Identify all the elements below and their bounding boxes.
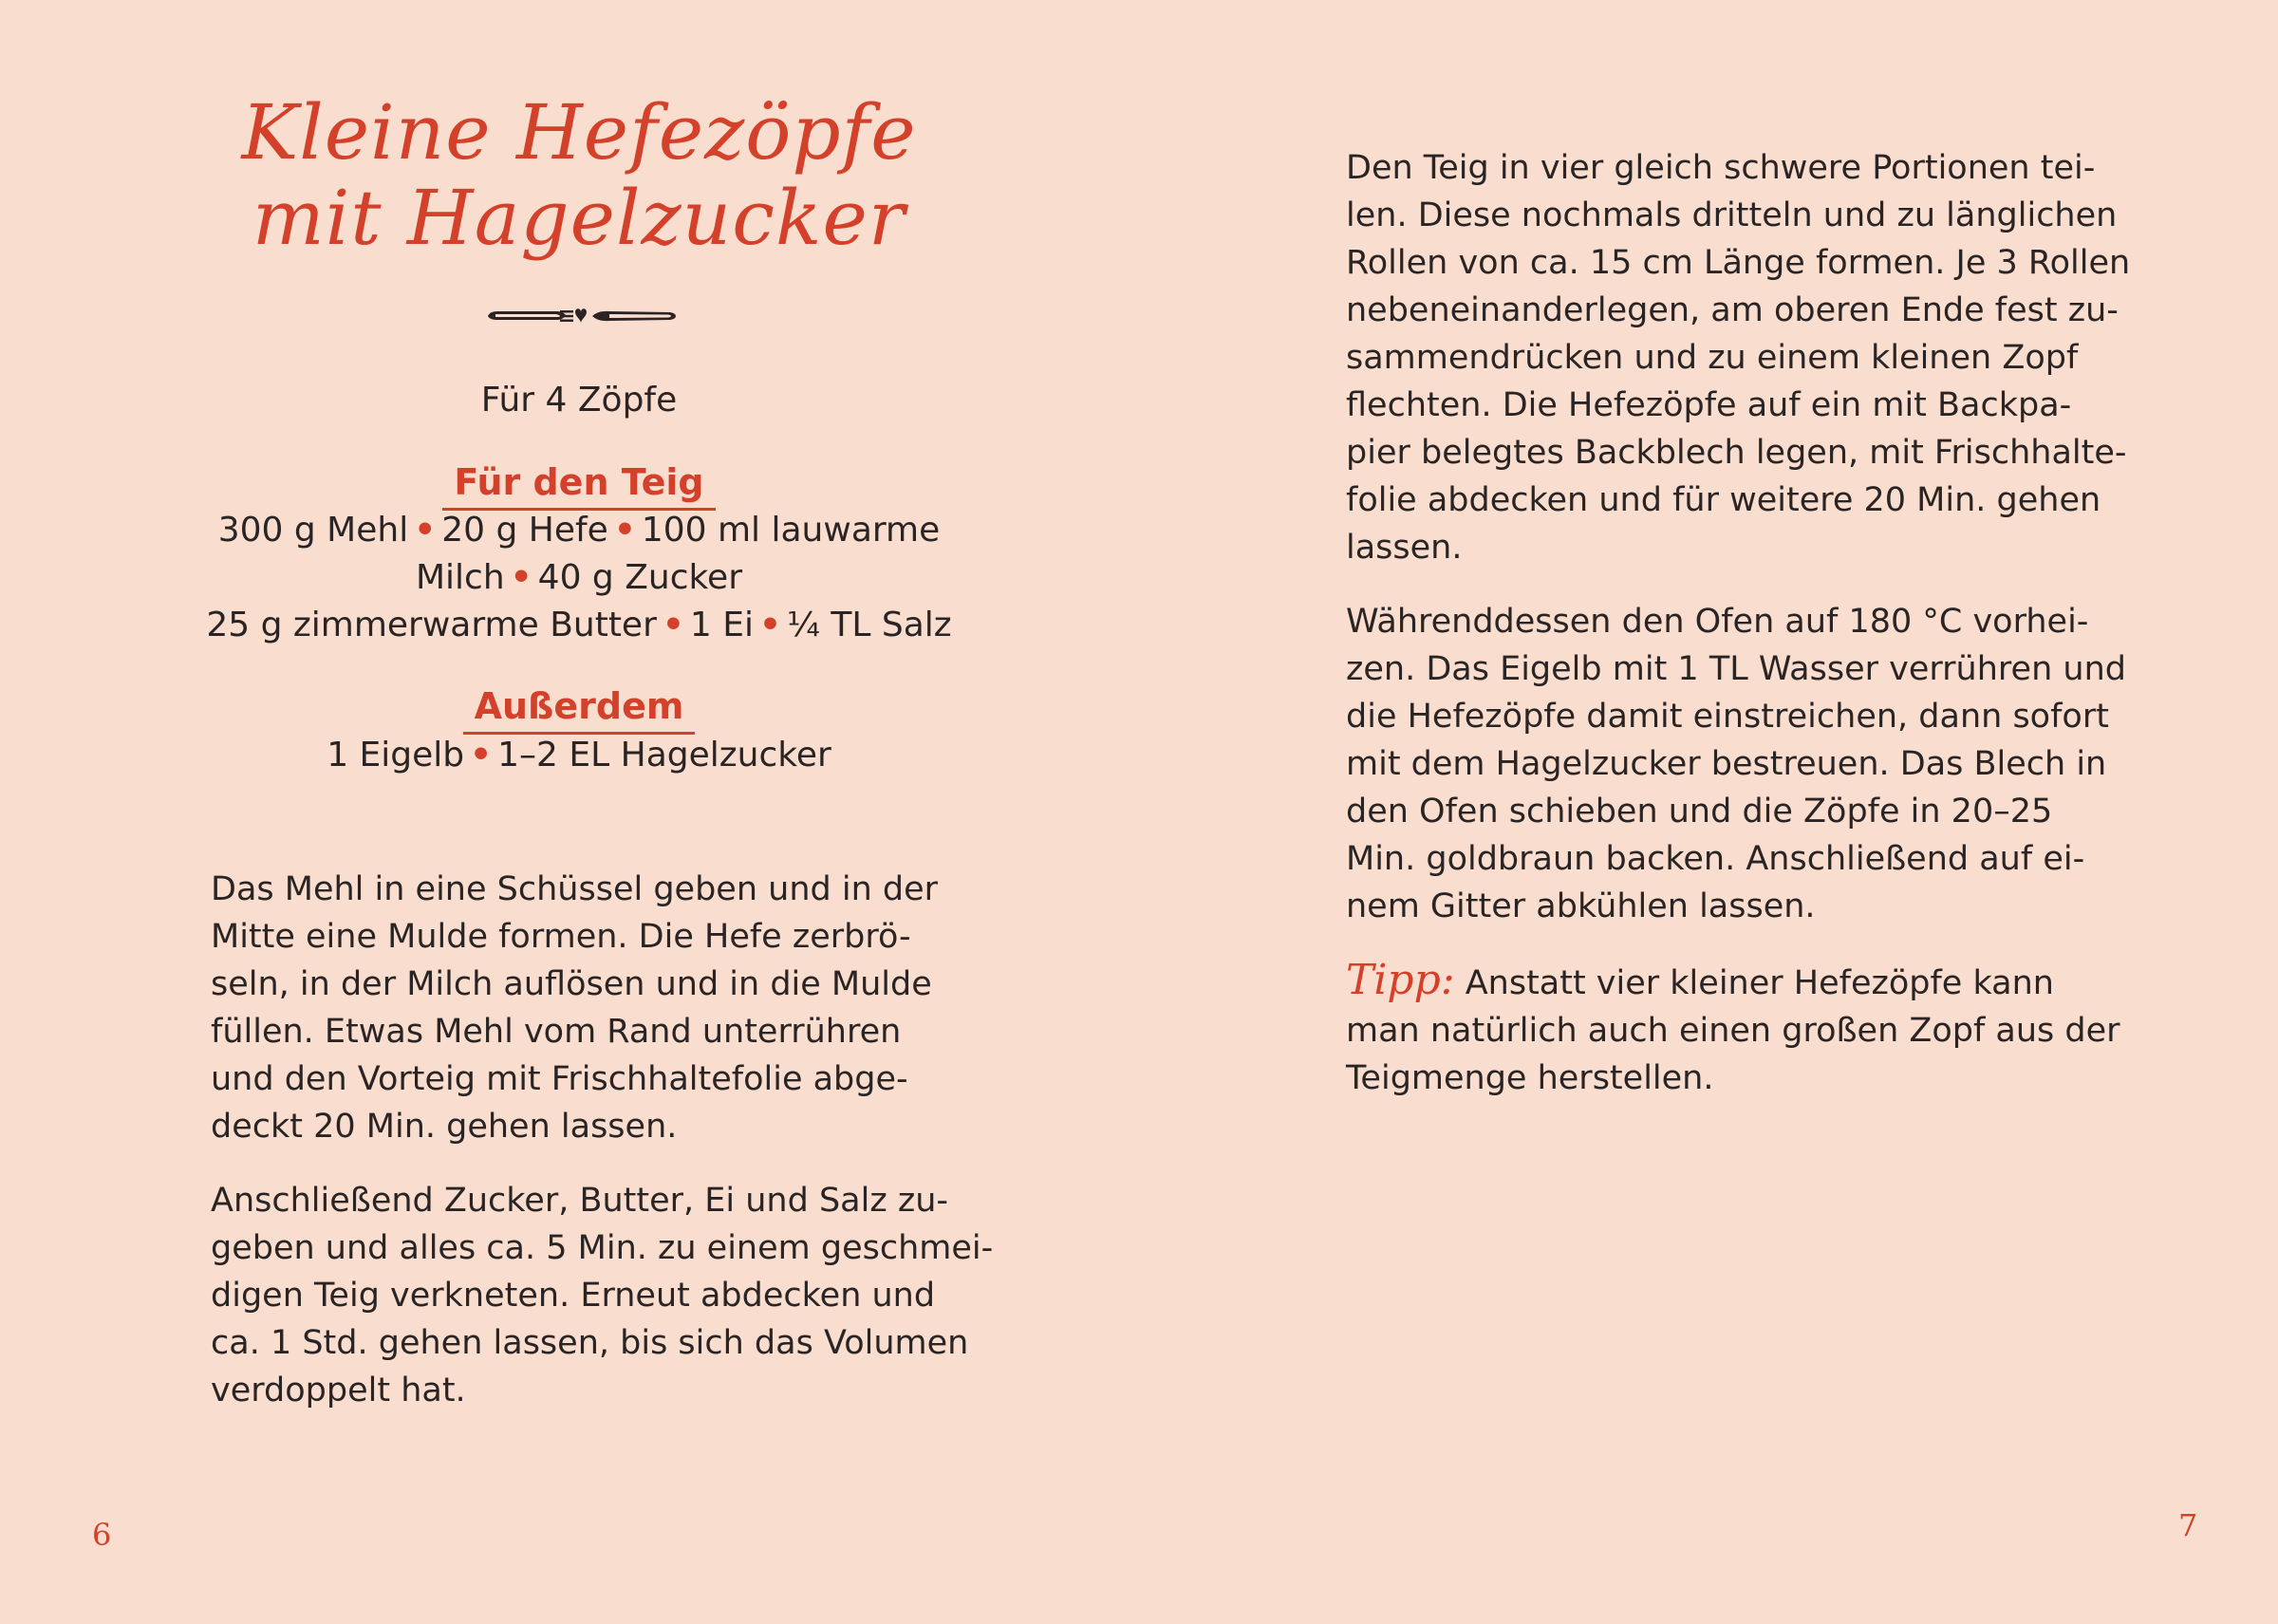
instruction-paragraph [211,866,980,1150]
ingredient-line [161,554,997,602]
ingredient: 1–2 EL Hagelzucker [497,736,831,775]
text-line: und den Vorteig mit Frischhaltefolie abge- [211,1060,908,1098]
text-line: verdoppelt hat. [211,1372,466,1409]
text-line: füllen. Etwas Mehl vom Rand unterrühren [211,1013,902,1051]
text-line: Das Mehl in eine Schüssel geben und in der [211,870,939,908]
text-line: nem Gitter abkühlen lassen. [1346,887,1816,925]
text-line: flechten. Die Hefezöpfe auf ein mit Backpa- [1346,386,2072,424]
ingredients-heading-extra-label: Außerdem [463,682,696,735]
ingredients-list-extra [161,732,997,779]
ingredient: Milch [415,558,505,597]
ingredient: 25 g zimmerwarme Butter [206,606,657,644]
instruction-paragraph [211,1177,994,1414]
instructions-left [211,866,994,1441]
ingredients-heading-dough-label: Für den Teig [442,458,715,511]
text-line: deckt 20 Min. gehen lassen. [211,1108,678,1146]
bullet: • [662,606,684,644]
text-line: folie abdecken und für weitere 20 Min. gehen [1346,481,2101,519]
text-line: nebeneinanderlegen, am oberen Ende fest zu- [1346,291,2119,329]
instructions-right [1346,144,2131,1129]
text-line: ca. 1 Std. gehen lassen, bis sich das Volumen [211,1324,969,1362]
text-line: mit dem Hagelzucker bestreuen. Das Blech in [1346,745,2107,783]
text-line: Den Teig in vier gleich schwere Portionen tei- [1346,149,2096,187]
page-number-right: 7 [2178,1507,2198,1543]
ingredient-line [161,507,997,554]
text-line: sammendrücken und zu einem kleinen Zopf [1346,339,2079,377]
text-line: Mitte eine Mulde formen. Die Hefe zerbrö- [211,918,911,956]
bullet: • [414,511,437,550]
ingredients-heading-dough [161,458,997,511]
text-line: man natürlich auch einen großen Zopf aus der [1346,1012,2120,1050]
portion-info: Für 4 Zöpfe [480,381,678,420]
text-line: Anschließend Zucker, Butter, Ei und Salz zu- [211,1182,949,1220]
title-line-2: mit Hagelzucker [252,174,906,262]
ingredient-line [161,602,997,649]
recipe-title [161,90,997,261]
ingredient-line [161,732,997,779]
tip-text: Anstatt vier kleiner Hefezöpfe kann [1454,964,2054,1002]
text-line: geben und alles ca. 5 Min. zu einem geschmei- [211,1229,994,1267]
title-line-1: Kleine Hefezöpfe [241,88,917,177]
bullet: • [510,558,532,597]
instruction-paragraph [1346,144,2131,571]
tip-label: Tipp: [1346,956,1455,1004]
text-line: den Ofen schieben und die Zöpfe in 20–25 [1346,793,2053,831]
text-line: Währenddessen den Ofen auf 180 °C vorhei- [1346,603,2089,641]
ingredient: 1 Eigelb [327,736,465,775]
tip-paragraph [1346,956,2120,1102]
ingredient: 100 ml lauwarme [641,511,941,550]
bullet: • [759,606,782,644]
bullet: • [613,511,636,550]
page-number-left: 6 [92,1517,112,1553]
text-line: Rollen von ca. 15 cm Länge formen. Je 3 Rollen [1346,244,2131,282]
right-page [1139,0,2278,1624]
ingredients-list-dough [161,507,997,649]
text-line: digen Teig verkneten. Erneut abdecken und [211,1277,936,1315]
ingredients-heading-extra [161,682,997,735]
text-line: lassen. [1346,529,1463,567]
text-line [1346,957,2105,1007]
ingredient: 300 g Mehl [217,511,409,550]
ingredient: 40 g Zucker [537,558,743,597]
text-line: seln, in der Milch auflösen und in die Mulde [211,965,932,1003]
knife-heart-fork-divider-icon [484,302,679,330]
text-line: Min. goldbraun backen. Anschließend auf ei- [1346,840,2085,878]
bullet: • [470,736,493,775]
ingredient: 1 Ei [689,606,755,644]
ingredient: 20 g Hefe [441,511,608,550]
text-line: len. Diese nochmals dritteln und zu länglichen [1346,196,2118,234]
text-line: zen. Das Eigelb mit 1 TL Wasser verrühren und [1346,650,2126,688]
text-line: die Hefezöpfe damit einstreichen, dann sofort [1346,698,2109,736]
ingredient: ¼ TL Salz [787,606,952,644]
instruction-paragraph [1346,598,2126,930]
text-line: Teigmenge herstellen. [1346,1059,1714,1097]
text-line: pier belegtes Backblech legen, mit Frischhalte- [1346,434,2127,472]
